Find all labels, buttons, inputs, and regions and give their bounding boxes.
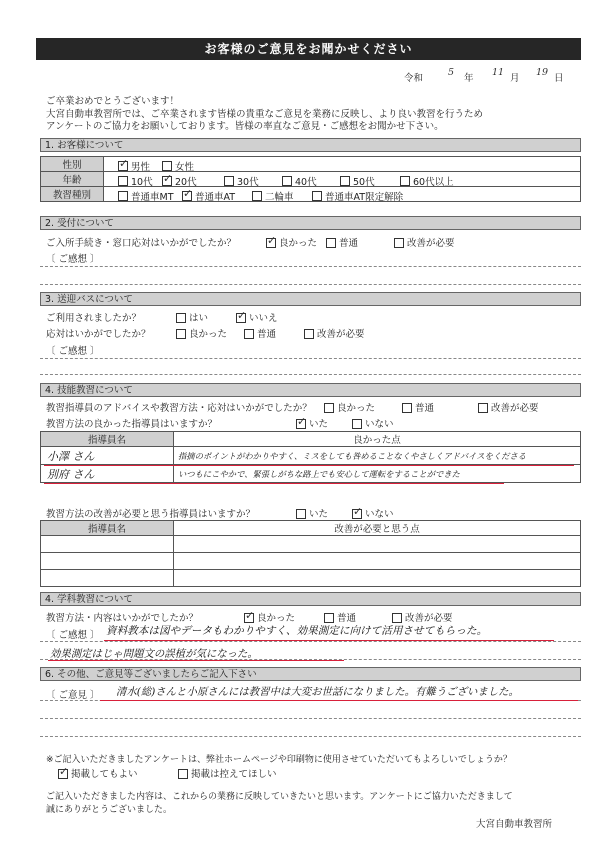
footer-school-name: 大宮自動車教習所 (476, 819, 553, 830)
customer-info-table (40, 156, 581, 202)
option-label: はい (189, 313, 209, 324)
option[interactable] (282, 174, 317, 188)
option-label: 男性 (131, 161, 151, 173)
reception-options (266, 235, 566, 247)
month-value: 11 (492, 67, 505, 78)
bus-service-question: 応対はいかがでしたか？ (46, 329, 151, 340)
option[interactable] (178, 766, 277, 780)
section-4-header: 4. 技能教習について (40, 383, 581, 397)
checkbox[interactable] (58, 769, 68, 779)
option-label: いない (365, 509, 394, 520)
bad-instructor-table (40, 520, 581, 587)
skill-instruction-question: 教習指導員のアドバイスや教習方法・応対はいかがでしたか？ (46, 403, 312, 414)
option-label: 50代 (353, 176, 375, 188)
checkbox[interactable] (352, 419, 362, 429)
option[interactable] (326, 235, 358, 249)
option-label: 良かった (257, 613, 296, 624)
option[interactable] (176, 326, 227, 340)
option-label: 改善が必要 (317, 329, 365, 340)
underline-mark (104, 640, 554, 641)
good-instructor-table (40, 431, 581, 483)
instructor-name: 小澤 さん (41, 447, 174, 465)
section-1-header: 1. お客様について (40, 138, 581, 152)
checkbox[interactable] (402, 403, 412, 413)
section-5-header: 4. 学科教習について (40, 592, 581, 606)
option[interactable] (394, 235, 455, 249)
good-instructor-question: 教習方法の良かった指導員はいますか？ (46, 419, 218, 430)
lecture-question: 教習方法・内容はいかがでしたか？ (46, 613, 199, 624)
option-label: 普通車MT (131, 191, 174, 203)
option[interactable] (324, 400, 375, 414)
option[interactable] (244, 610, 295, 624)
form-title: お客様のご意見をお聞かせください (36, 38, 581, 60)
checkbox[interactable] (176, 329, 186, 339)
option[interactable] (340, 174, 375, 188)
intro-line: ご卒業おめでとうございます！ (46, 96, 180, 107)
good-instructor-options (296, 416, 456, 428)
option-label: 普通 (337, 613, 357, 624)
option-label: 改善が必要 (407, 238, 455, 249)
bus-service-options (176, 326, 426, 338)
checkbox[interactable] (162, 161, 172, 171)
checkbox[interactable] (392, 613, 402, 623)
good-point: 指摘のポイントがわかりやすく、ミスをしても咎めることなくやさしくアドバイスをくださる (174, 447, 581, 465)
checkbox[interactable] (118, 191, 128, 201)
option[interactable] (304, 326, 365, 340)
option[interactable] (244, 326, 276, 340)
checkbox[interactable] (304, 329, 314, 339)
option[interactable] (118, 159, 150, 173)
option[interactable] (352, 506, 394, 520)
gender-options (104, 157, 581, 172)
option-label: 掲載してもよい (71, 769, 138, 780)
good-point: いつもにこやかで、緊張しがちな路上でも安心して運転をすることができた (174, 465, 581, 483)
option[interactable] (224, 174, 259, 188)
checkbox[interactable] (296, 419, 306, 429)
option[interactable] (118, 174, 153, 188)
option[interactable] (324, 610, 356, 624)
closing-text (46, 791, 513, 816)
checkbox[interactable] (118, 176, 128, 186)
option-label: 良かった (189, 329, 228, 340)
checkbox[interactable] (400, 176, 410, 186)
checkbox[interactable] (296, 509, 306, 519)
option-label: いいえ (249, 313, 278, 324)
checkbox[interactable] (176, 313, 186, 323)
era-label: 令和 (404, 73, 424, 84)
option[interactable] (400, 174, 454, 188)
checkbox[interactable] (312, 191, 322, 201)
option-label: いた (309, 509, 329, 520)
option[interactable] (296, 416, 328, 430)
option-label: 普通 (257, 329, 277, 340)
underline-mark (44, 465, 574, 466)
checkbox[interactable] (252, 191, 262, 201)
checkbox[interactable] (282, 176, 292, 186)
good-point-col-header: 良かった点 (174, 432, 581, 447)
bad-instructor-options (296, 506, 456, 518)
checkbox[interactable] (244, 329, 254, 339)
option-label: 40代 (295, 176, 317, 188)
year-label: 年 (464, 73, 474, 84)
name-col-header: 指導員名 (41, 521, 174, 536)
option[interactable] (162, 174, 197, 188)
option-label: 普通 (339, 238, 359, 249)
closing-line: 誠にありがとうございました。 (46, 804, 173, 815)
checkbox[interactable] (118, 161, 128, 171)
skill-instruction-options (324, 400, 584, 412)
intro-text (46, 96, 483, 134)
reception-question: ご入所手続き・窓口応対はいかがでしたか？ (46, 238, 237, 249)
checkbox[interactable] (266, 238, 276, 248)
option-label: 良かった (337, 403, 376, 414)
lecture-comment-line2: 効果測定はじゃ問題文の誤植が気になった。 (50, 648, 258, 660)
consent-question: ※ご記入いただきましたアンケートは、弊社ホームページや印刷物に使用させていただいてもよろしいでしょうか？ (46, 755, 512, 765)
gender-label: 性別 (41, 157, 104, 172)
checkbox[interactable] (478, 403, 488, 413)
underline-mark (44, 483, 504, 484)
course-options (104, 187, 581, 202)
other-comment-text: 清水(総)さんと小原さんには教習中は大変お世話になりました。有難うございました。 (116, 686, 519, 698)
option-label: 掲載は控えてほしい (191, 769, 277, 780)
option[interactable] (392, 610, 453, 624)
checkbox[interactable] (324, 403, 334, 413)
option[interactable] (266, 235, 317, 249)
day-label: 日 (554, 73, 564, 84)
option[interactable] (58, 766, 138, 780)
option-label: 普通車AT (195, 191, 236, 203)
checkbox[interactable] (162, 176, 172, 186)
checkbox[interactable] (326, 238, 336, 248)
option[interactable] (252, 189, 294, 203)
year-value: 5 (448, 67, 455, 78)
option-label: いた (309, 419, 329, 430)
section-2-header: 2. 受付について (40, 216, 581, 230)
option-label: 20代 (175, 176, 197, 188)
section-3-header: 3. 送迎バスについて (40, 292, 581, 306)
option-label: 30代 (237, 176, 259, 188)
option[interactable] (176, 310, 208, 324)
underline-mark (100, 700, 578, 701)
month-label: 月 (510, 73, 520, 84)
checkbox[interactable] (352, 509, 362, 519)
option-label: 60代以上 (413, 176, 454, 188)
option-label: いない (365, 419, 394, 430)
consent-options (58, 766, 358, 778)
age-label: 年齢 (41, 172, 104, 187)
name-col-header: 指導員名 (41, 432, 174, 447)
section-6-header: 6. その他、ご意見等ございましたらご記入下さい (40, 667, 581, 681)
option-label: 普通車AT限定解除 (325, 191, 404, 203)
instructor-name: 別府 さん (41, 465, 174, 483)
checkbox[interactable] (394, 238, 404, 248)
option-label: 普通 (415, 403, 435, 414)
option[interactable] (402, 400, 434, 414)
bus-use-question: ご利用されましたか？ (46, 313, 142, 324)
option[interactable] (478, 400, 539, 414)
option-label: 女性 (175, 161, 195, 173)
option-label: 改善が必要 (491, 403, 539, 414)
option[interactable] (236, 310, 278, 324)
lecture-comment-label: 〔 ご感想 〕 (46, 630, 100, 641)
other-comment-label: 〔 ご意見 〕 (46, 690, 100, 701)
option[interactable] (312, 189, 403, 203)
option-label: 二輪車 (265, 191, 294, 203)
intro-line: アンケートのご協力をお願いしております。皆様の率直なご意見・ご感想をお聞かせ下さい。 (46, 121, 444, 132)
checkbox[interactable] (178, 769, 188, 779)
option[interactable] (352, 416, 394, 430)
course-label: 教習種別 (41, 187, 104, 202)
checkbox[interactable] (236, 313, 246, 323)
day-value: 19 (536, 67, 549, 78)
underline-mark (48, 660, 344, 661)
checkbox[interactable] (340, 176, 350, 186)
intro-line: 大宮自動車教習所では、ご卒業されます皆様の貴重なご意見を業務に反映し、より良い教習を行うため (46, 108, 484, 120)
option[interactable] (296, 506, 328, 520)
checkbox[interactable] (224, 176, 234, 186)
option[interactable] (182, 189, 235, 203)
checkbox[interactable] (244, 613, 254, 623)
lecture-options (244, 610, 564, 622)
option-label: 10代 (131, 176, 153, 188)
age-options (104, 172, 581, 187)
bus-comment-label: 〔 ご感想 〕 (46, 346, 100, 357)
option[interactable] (162, 159, 194, 173)
checkbox[interactable] (182, 191, 192, 201)
bad-point-col-header: 改善が必要と思う点 (174, 521, 581, 536)
checkbox[interactable] (324, 613, 334, 623)
option[interactable] (118, 189, 174, 203)
closing-line: ご記入いただきました内容は、これからの業務に反映していきたいと思います。アンケートにご協力いただきまして (46, 792, 513, 802)
lecture-comment-line1: 資料教本は図やデータもわかりやすく、効果測定に向けて活用させてもらった。 (106, 625, 488, 637)
bad-instructor-question: 教習方法の改善が必要と思う指導員はいますか？ (46, 509, 256, 520)
option-label: 改善が必要 (405, 613, 453, 624)
option-label: 良かった (279, 238, 318, 249)
reception-comment-label: 〔 ご感想 〕 (46, 254, 100, 265)
bus-use-options (176, 310, 376, 322)
